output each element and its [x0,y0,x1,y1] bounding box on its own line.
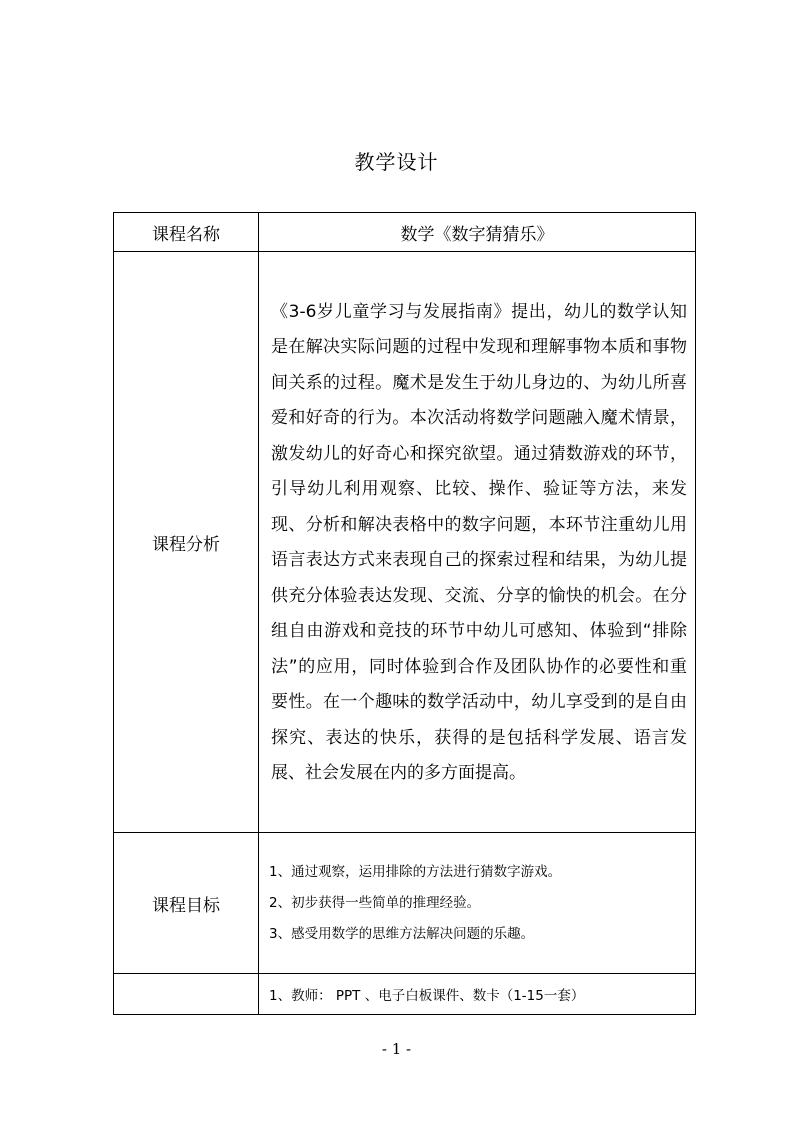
page-number: - 1 - [381,1040,412,1058]
course-goals-list [259,845,695,961]
course-goal-item: 3、感受用数学的思维方法解决问题的乐趣。 [269,926,535,942]
course-analysis-cell [259,252,696,833]
course-goal-item: 2、初步获得一些简单的推理经验。 [269,895,481,911]
course-analysis-label: 课程分析 [114,252,259,833]
materials-label [114,974,259,1015]
document-title: 教学设计 [354,150,439,174]
course-name-row [114,213,696,252]
materials-row [114,974,696,1015]
lesson-plan-table [113,212,696,1015]
course-analysis-row [114,252,696,833]
course-goals-label: 课程目标 [114,833,259,974]
course-goal-item: 1、通过观察，运用排除的方法进行猜数字游戏。 [269,864,562,880]
course-goals-cell [259,833,696,974]
materials-value: 1、教师： PPT 、电子白板课件、数卡（1-15一套） [259,974,696,1015]
course-name-value: 数学《数字猜猜乐》 [259,213,696,252]
course-name-label: 课程名称 [114,213,259,252]
course-goals-row [114,833,696,974]
course-analysis-text: 《3-6岁儿童学习与发展指南》提出，幼儿的数学认知是在解决实际问题的过程中发现和理解事物本质和事物间关系的过程。魔术是发生于幼儿身边的、为幼儿所喜爱和好奇的行为。本次活动将数学问题融入魔术情景，激发幼儿的好奇心和探究欲望。通过猜数游戏的环节，引导幼儿利用观察、比较、操作、验证等方法，来发现、分析和解决表格中的数字问题，本环节注重幼儿用语言表达方式来表现自己的探索过程和结果，为幼儿提供充分体验表达发现、交流、分享的愉快的机会。在分组自由游戏和竞技的环节中幼儿可感知、体验到“排除法”的应用，同时体验到合作及团队协作的必要性和重要性。在一个趣味的数学活动中，幼儿享受到的是自由探究、表达的快乐，获得的是包括科学发展、语言发展、社会发展在内的多方面提高。 [271,301,687,783]
